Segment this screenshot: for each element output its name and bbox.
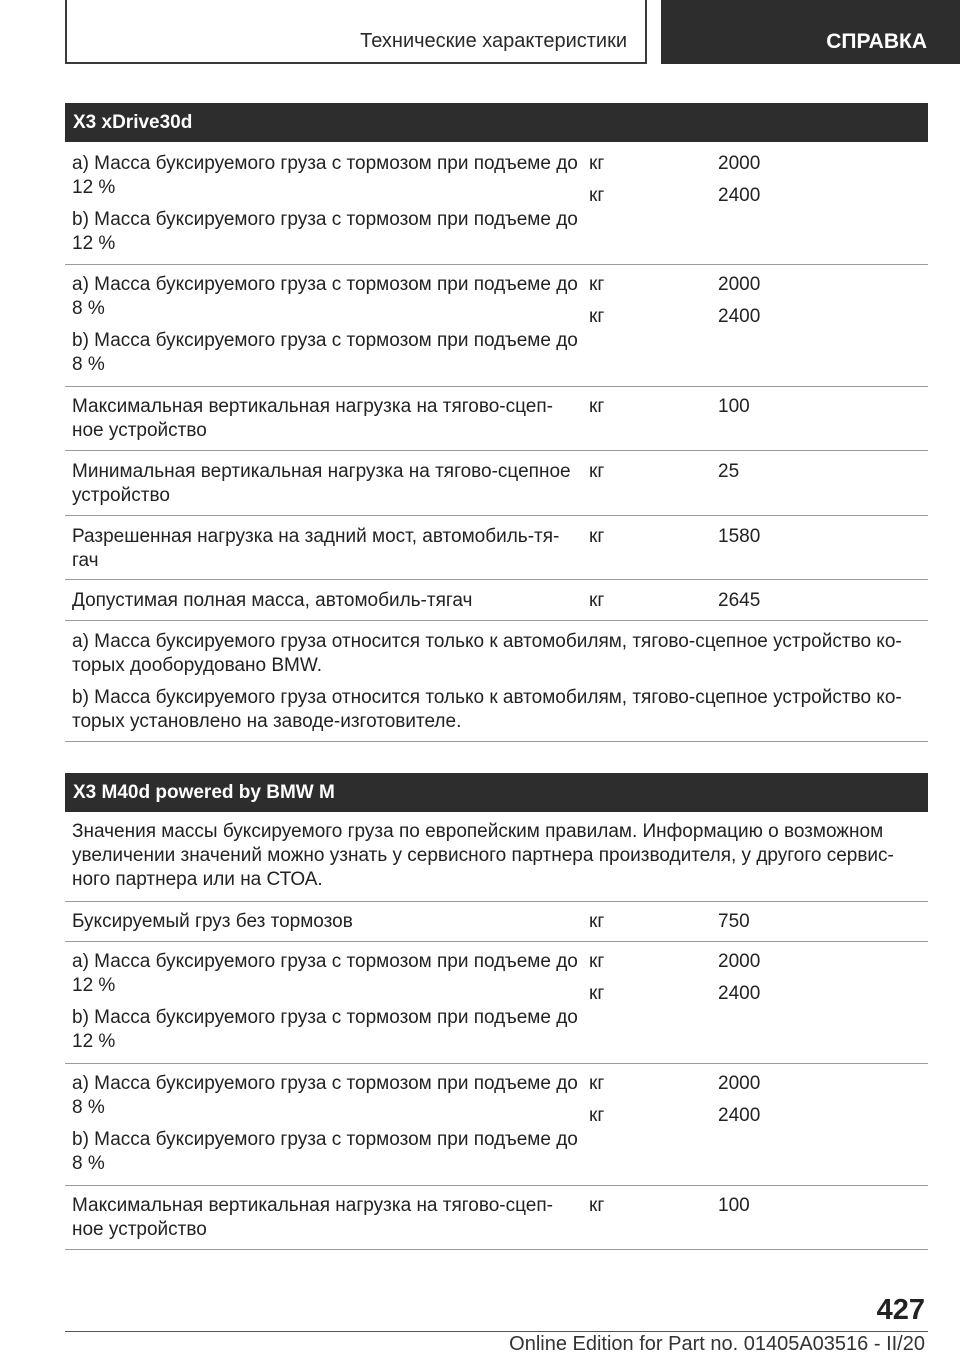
row-value: 2400 (718, 1105, 761, 1126)
row-unit: кг (589, 1073, 605, 1094)
row-value: 2000 (718, 951, 761, 972)
row-unit: кг (589, 461, 605, 482)
row-value: 2000 (718, 1073, 761, 1094)
row-value: 25 (718, 461, 740, 482)
row-unit: кг (589, 951, 605, 972)
footer-divider (65, 1331, 928, 1332)
table-row (65, 451, 928, 516)
chapter-tab (661, 0, 960, 64)
row-unit: кг (589, 274, 605, 295)
row-desc: а) Масса буксируемого груза с тормозом при подъеме до 8 % (72, 1073, 578, 1118)
row-unit: кг (589, 396, 605, 417)
row-unit: кг (589, 590, 605, 611)
row-desc: b) Масса буксируемого груза с тормозом при подъеме до 8 % (72, 1129, 578, 1174)
row-desc: b) Масса буксируемого груза с тормозом при подъеме до 12 % (72, 1007, 578, 1052)
table-row (65, 1186, 928, 1250)
chapter-title: СПРАВКА (826, 30, 927, 53)
row-desc: Максимальная вертикальная нагрузка на тягово-сцеп-ное устройство (72, 1195, 553, 1240)
table-row (65, 387, 928, 451)
footnotes (65, 621, 928, 742)
row-desc: а) Масса буксируемого груза с тормозом при подъеме до 12 % (72, 951, 578, 996)
row-unit: кг (589, 185, 605, 206)
row-value: 2000 (718, 153, 761, 174)
row-unit: кг (589, 526, 605, 547)
row-value: 100 (718, 396, 750, 417)
row-desc: Буксируемый груз без тормозов (72, 911, 353, 932)
row-value: 100 (718, 1195, 750, 1216)
row-desc: b) Масса буксируемого груза с тормозом при подъеме до 12 % (72, 209, 578, 254)
intro-text: Значения массы буксируемого груза по европейским правилам. Информацию о возможном увеличении значений можно узнать у сервисного партнера производителя, у другого сервис-ного партнера или на СТОА. (72, 821, 894, 890)
row-value: 750 (718, 911, 750, 932)
table-row (65, 265, 928, 387)
row-unit: кг (589, 1105, 605, 1126)
row-desc: Минимальная вертикальная нагрузка на тягово-сцепное устройство (72, 461, 571, 506)
row-value: 2645 (718, 590, 761, 611)
row-desc: а) Масса буксируемого груза с тормозом при подъеме до 12 % (72, 153, 578, 198)
table-row (65, 1064, 928, 1186)
row-unit: кг (589, 911, 605, 932)
row-unit: кг (589, 983, 605, 1004)
row-value: 2400 (718, 306, 761, 327)
table-row (65, 580, 928, 621)
page-number: 427 (876, 1294, 925, 1326)
intro-paragraph (65, 812, 928, 902)
row-unit: кг (589, 1195, 605, 1216)
row-desc: а) Масса буксируемого груза с тормозом при подъеме до 8 % (72, 274, 578, 319)
row-desc: b) Масса буксируемого груза с тормозом при подъеме до 8 % (72, 330, 578, 375)
row-value: 2400 (718, 185, 761, 206)
footnote: а) Масса буксируемого груза относится только к автомобилям, тягово-сцепное устройство ко-торых дооборудовано BMW. (72, 631, 902, 676)
section-heading-m40d: X3 M40d powered by BMW M (65, 773, 928, 812)
section-tab (65, 0, 647, 64)
row-value: 2000 (718, 274, 761, 295)
row-value: 2400 (718, 983, 761, 1004)
table-row (65, 142, 928, 265)
row-desc: Разрешенная нагрузка на задний мост, автомобиль-тя-гач (72, 526, 560, 571)
table-row (65, 942, 928, 1064)
row-value: 1580 (718, 526, 761, 547)
row-unit: кг (589, 153, 605, 174)
section-title: Технические характеристики (360, 30, 627, 52)
table-row (65, 516, 928, 580)
row-unit: кг (589, 306, 605, 327)
section-heading-xdrive30d: X3 xDrive30d (65, 103, 928, 142)
edition-footer: Online Edition for Part no. 01405A03516 - II/20 (509, 1333, 925, 1355)
row-desc: Максимальная вертикальная нагрузка на тягово-сцеп-ное устройство (72, 396, 553, 441)
footnote: b) Масса буксируемого груза относится только к автомобилям, тягово-сцепное устройство ко-торых установлено на заводе-изготовителе. (72, 687, 902, 732)
table-row (65, 902, 928, 942)
row-desc: Допустимая полная масса, автомобиль-тягач (72, 590, 473, 611)
